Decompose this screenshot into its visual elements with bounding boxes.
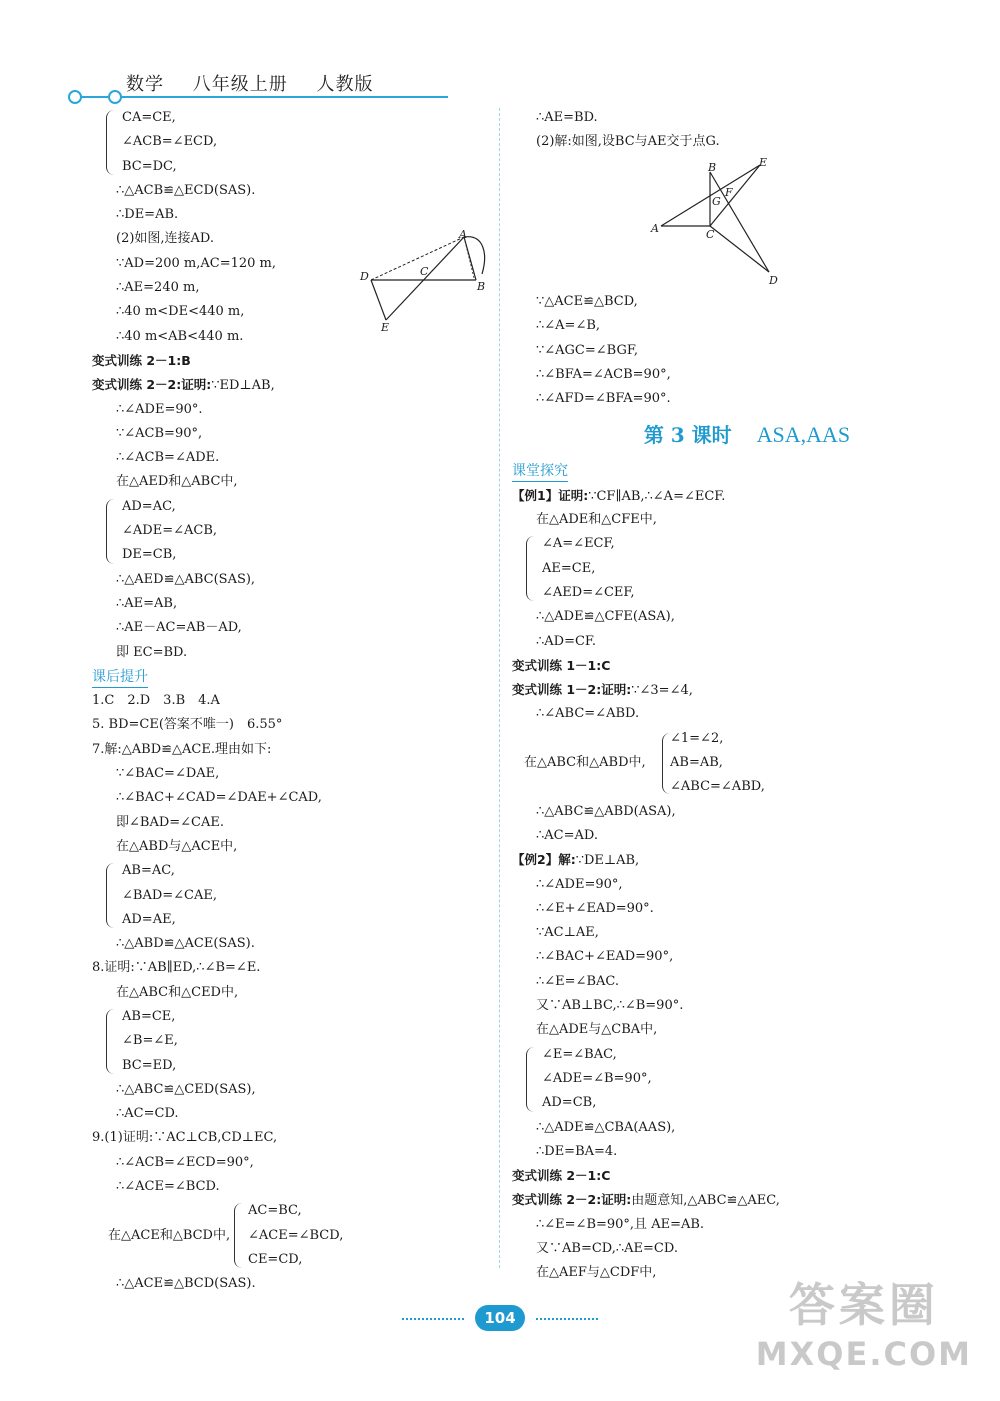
fig1-segment-de xyxy=(371,280,386,320)
right-column-main xyxy=(512,290,982,1286)
brace-mark xyxy=(106,1009,115,1074)
page-number: 104 xyxy=(475,1305,524,1331)
line-text: 在△ABC和△CED中, xyxy=(116,984,239,1000)
proof-line xyxy=(92,738,492,762)
proof-line xyxy=(512,508,982,532)
line-text: ∴40 m<DE<440 m, xyxy=(116,304,245,320)
proof-line xyxy=(512,848,982,872)
fig1-label-c: C xyxy=(420,265,429,278)
line-text: ∴AD=CF. xyxy=(536,633,597,649)
section-heading: 课后提升 xyxy=(92,667,148,688)
line-text: ∴DE=AB. xyxy=(116,207,179,223)
figure-triangles xyxy=(645,154,785,286)
proof-line xyxy=(92,616,492,640)
proof-line xyxy=(512,1237,982,1261)
header-dot-right xyxy=(108,90,122,104)
fig1-label-d: D xyxy=(360,270,369,283)
line-text: ∴△ADE≌△CBA(AAS), xyxy=(536,1119,676,1135)
line-text: ∵∠BAC=∠DAE, xyxy=(116,766,220,782)
brace-group xyxy=(92,1199,492,1272)
proof-line xyxy=(512,654,982,678)
line-text: ∴∠ACB=∠ECD=90°, xyxy=(116,1154,254,1170)
exercise-label: 变式训练 1－2:证明: xyxy=(512,682,632,698)
proof-line xyxy=(92,981,492,1005)
fig1-segment-da xyxy=(371,237,464,280)
proof-line xyxy=(512,678,982,702)
brace-group xyxy=(512,1043,982,1116)
brace-group xyxy=(512,532,982,605)
line-text: ∴AC=AD. xyxy=(536,827,598,843)
proof-line xyxy=(512,314,982,338)
line-text: 由题意知,△ABC≌△AEC, xyxy=(631,1193,780,1209)
line-text: 在△ADE和△CFE中, xyxy=(536,512,657,528)
line-text: ∴∠E=∠BAC. xyxy=(536,973,619,989)
proof-line xyxy=(92,762,492,786)
line-text: ∴40 m<AB<440 m. xyxy=(116,328,244,344)
proof-line xyxy=(512,1188,982,1212)
proof-line xyxy=(92,1078,492,1102)
exercise-label: 变式训练 1－1: xyxy=(512,657,602,673)
fig1-label-b: B xyxy=(477,280,486,293)
line-text: ∴∠BAC+∠CAD=∠DAE+∠CAD, xyxy=(116,790,322,806)
fig2-label-e: E xyxy=(759,156,768,169)
proof-line xyxy=(92,470,492,494)
line-text: B xyxy=(181,352,191,368)
fig2-label-g: G xyxy=(712,195,721,208)
exercise-label: 【例2】解: xyxy=(512,852,576,868)
line-text: 5. BD=CE(答案不唯一) 6.55° xyxy=(92,717,283,733)
brace-mark xyxy=(106,110,115,175)
proof-line: BC=DC, xyxy=(122,158,177,174)
proof-line xyxy=(512,873,982,897)
proof-line: ∠E=∠BAC, xyxy=(542,1046,617,1062)
line-text: ∴∠AFD=∠BFA=90°. xyxy=(536,391,671,407)
proof-line xyxy=(92,1272,492,1296)
proof-line xyxy=(92,835,492,859)
line-text: ∴∠ADE=90°, xyxy=(536,876,623,892)
proof-line xyxy=(92,956,492,980)
proof-line xyxy=(92,203,492,227)
proof-line: ∠ADE=∠B=90°, xyxy=(542,1070,652,1086)
proof-line xyxy=(512,897,982,921)
fig1-segment-ea xyxy=(386,237,464,320)
proof-line xyxy=(512,994,982,1018)
line-text: C xyxy=(601,657,611,673)
proof-line xyxy=(512,1164,982,1188)
brace-item: AB=AB, xyxy=(670,755,723,771)
line-text: ∴△ADE≌△CFE(ASA), xyxy=(536,609,675,625)
proof-line xyxy=(512,945,982,969)
proof-line xyxy=(512,130,972,154)
line-text: ∴∠E=∠B=90°,且 AE=AB. xyxy=(536,1216,705,1232)
header-grade: 八年级上册 xyxy=(192,74,288,95)
brace-mark xyxy=(106,863,115,928)
proof-line xyxy=(512,106,972,130)
exercise-label: 变式训练 2－1: xyxy=(92,352,182,368)
proof-line: AB=CE, xyxy=(122,1008,176,1024)
brace-mark xyxy=(106,499,115,564)
brace-item: ∠ACE=∠BCD, xyxy=(248,1227,344,1243)
watermark-line2: MXQE.COM xyxy=(755,1335,972,1373)
line-text: ∵CF∥AB,∴∠A=∠ECF. xyxy=(588,488,726,504)
section-row xyxy=(512,459,982,483)
header-dot-left xyxy=(68,90,82,104)
exercise-label: 【例1】证明: xyxy=(512,487,589,503)
lesson-topic: ASA,AAS xyxy=(756,422,851,448)
brace-mark xyxy=(526,1047,535,1112)
line-text: ∴DE=BA=4. xyxy=(536,1143,618,1159)
brace-group xyxy=(92,106,492,179)
proof-line xyxy=(512,387,982,411)
proof-line xyxy=(92,1151,492,1175)
line-text: ∴△ABC≌△ABD(ASA), xyxy=(536,803,676,819)
footer-dots-right xyxy=(536,1318,598,1320)
proof-line: AB=AC, xyxy=(122,863,175,879)
proof-line xyxy=(512,921,982,945)
line-text: ∴∠BAC+∠EAD=90°, xyxy=(536,949,674,965)
proof-line: DE=CB, xyxy=(122,547,177,563)
proof-line xyxy=(512,484,982,508)
line-text: ∴∠ACE=∠BCD. xyxy=(116,1179,220,1195)
proof-line xyxy=(92,349,492,373)
line-text: ∴∠E+∠EAD=90°. xyxy=(536,900,654,916)
line-text: ∵AC⊥AE, xyxy=(536,925,599,941)
line-text: ∵ED⊥AB, xyxy=(211,378,275,394)
line-text: ∴△AED≌△ABC(SAS), xyxy=(116,571,256,587)
right-column-top xyxy=(512,106,972,155)
brace-item: ∠1=∠2, xyxy=(670,730,724,746)
fig2-segment-bd xyxy=(710,172,769,272)
line-text: ∵AD=200 m,AC=120 m, xyxy=(116,255,277,271)
proof-line xyxy=(92,373,492,397)
proof-line xyxy=(512,824,982,848)
line-text: ∵∠3=∠4, xyxy=(631,683,693,699)
line-text: ∴△ABD≌△ACE(SAS). xyxy=(116,936,255,952)
figure-quadrilateral xyxy=(356,228,496,336)
header-rule xyxy=(70,96,448,98)
proof-line xyxy=(512,605,982,629)
brace-lead: 在△ABC和△ABD中, xyxy=(524,755,646,771)
line-text: 即 EC=BD. xyxy=(116,644,188,660)
lesson-title xyxy=(512,411,982,459)
proof-line xyxy=(92,446,492,470)
line-text: C xyxy=(601,1168,611,1184)
page-header xyxy=(126,70,395,96)
proof-line: AD=CB, xyxy=(542,1095,597,1111)
proof-line xyxy=(512,1116,982,1140)
proof-line xyxy=(92,811,492,835)
line-text: ∴∠ABC=∠ABD. xyxy=(536,706,640,722)
header-subject: 数学 xyxy=(126,74,164,95)
line-text: 7.解:△ABD≌△ACE.理由如下: xyxy=(92,741,272,757)
line-text: ∵∠ACB=90°, xyxy=(116,425,203,441)
exercise-label: 变式训练 2－2:证明: xyxy=(92,377,212,393)
proof-line xyxy=(512,800,982,824)
section-row xyxy=(92,665,492,689)
brace-mark xyxy=(234,1203,243,1268)
proof-line xyxy=(92,932,492,956)
brace-item: ∠ABC=∠ABD, xyxy=(670,779,765,795)
proof-line xyxy=(92,568,492,592)
line-text: 即∠BAD=∠CAE. xyxy=(116,814,224,830)
line-text: ∴AE=BD. xyxy=(536,110,598,125)
proof-line xyxy=(92,1102,492,1126)
proof-line: 在△ACE和△BCD中, xyxy=(108,1227,231,1243)
proof-line xyxy=(92,786,492,810)
proof-line xyxy=(92,713,492,737)
fig1-label-a: A xyxy=(459,228,467,241)
proof-line: ∠ADE=∠ACB, xyxy=(122,523,217,539)
proof-line: ∠B=∠E, xyxy=(122,1033,178,1049)
section-heading: 课堂探究 xyxy=(512,461,568,482)
fig2-label-a: A xyxy=(651,222,659,235)
footer-dots-left xyxy=(402,1318,464,1320)
proof-line xyxy=(512,363,982,387)
line-text: ∴AE=240 m, xyxy=(116,280,200,296)
exercise-label: 变式训练 2－1: xyxy=(512,1168,602,1184)
line-text: 8.证明:∵AB∥ED,∴∠B=∠E. xyxy=(92,960,261,976)
proof-line xyxy=(92,641,492,665)
fig2-segment-cd xyxy=(710,226,769,272)
fig2-label-b: B xyxy=(708,161,717,174)
fig2-label-d: D xyxy=(769,274,778,286)
fig2-label-c: C xyxy=(706,228,715,241)
proof-line xyxy=(92,592,492,616)
proof-line: CE=CD, xyxy=(248,1251,303,1267)
line-text: ∵△ACE≌△BCD, xyxy=(536,294,638,309)
brace-group xyxy=(92,495,492,568)
proof-line: ∠AED=∠CEF, xyxy=(542,584,635,600)
line-text: ∴∠BFA=∠ACB=90°, xyxy=(536,366,671,382)
brace-group-abc-abd xyxy=(512,727,982,800)
line-text: 在△ADE与△CBA中, xyxy=(536,1022,658,1038)
line-text: (2)如图,连接AD. xyxy=(116,231,215,247)
line-text: ∴∠A=∠B, xyxy=(536,318,601,334)
fig1-segment-ab xyxy=(464,237,476,280)
exercise-label: 变式训练 2－2:证明: xyxy=(512,1192,632,1208)
line-text: 9.(1)证明:∵AC⊥CB,CD⊥EC, xyxy=(92,1130,278,1146)
column-divider xyxy=(499,108,500,1268)
proof-line xyxy=(512,290,982,314)
proof-line xyxy=(92,179,492,203)
proof-line xyxy=(512,339,982,363)
proof-line xyxy=(512,970,982,994)
watermark-line1: 答案圈 xyxy=(788,1278,939,1332)
header-edition: 人教版 xyxy=(316,74,374,95)
proof-line xyxy=(512,1213,982,1237)
proof-line: AE=CE, xyxy=(542,560,596,576)
proof-line: ∠ACB=∠ECD, xyxy=(122,134,218,150)
proof-line: BC=ED, xyxy=(122,1057,177,1073)
line-text: ∴△ACE≌△BCD(SAS). xyxy=(116,1276,256,1292)
proof-line: ∠A=∠ECF, xyxy=(542,536,615,552)
line-text: ∴∠ADE=90°. xyxy=(116,401,203,417)
fig2-label-f: F xyxy=(725,186,733,199)
proof-line xyxy=(512,1140,982,1164)
line-text: 在△AEF与△CDF中, xyxy=(536,1265,657,1281)
proof-line xyxy=(512,1018,982,1042)
brace-group xyxy=(92,859,492,932)
line-text: 在△ABD与△ACE中, xyxy=(116,838,238,854)
proof-line: AD=AC, xyxy=(122,498,176,514)
line-text: ∴△ACB≌△ECD(SAS). xyxy=(116,182,256,198)
proof-line: CA=CE, xyxy=(122,110,176,125)
proof-line xyxy=(92,398,492,422)
line-text: ∵∠AGC=∠BGF, xyxy=(536,342,638,358)
line-text: ∴AE－AC=AB－AD, xyxy=(116,620,242,636)
line-text: 1.C 2.D 3.B 4.A xyxy=(92,693,220,709)
brace-mark xyxy=(526,536,535,601)
proof-line xyxy=(512,702,982,726)
watermark xyxy=(756,1269,972,1373)
proof-line: ∠BAD=∠CAE, xyxy=(122,887,217,903)
line-text: ∴AC=CD. xyxy=(116,1106,179,1122)
proof-line xyxy=(512,630,982,654)
fig1-label-e: E xyxy=(381,321,390,334)
line-text: 又∵AB=CD,∴AE=CD. xyxy=(536,1240,678,1256)
proof-line: AD=AE, xyxy=(122,911,176,927)
line-text: ∴∠ACB=∠ADE. xyxy=(116,450,220,466)
line-text: ∵DE⊥AB, xyxy=(575,853,640,869)
line-text: 又∵AB⊥BC,∴∠B=90°. xyxy=(536,998,684,1014)
proof-line: AC=BC, xyxy=(248,1203,302,1219)
brace-group xyxy=(92,1005,492,1078)
proof-line xyxy=(92,1175,492,1199)
line-text: ∴△ABC≌△CED(SAS), xyxy=(116,1081,256,1097)
proof-line xyxy=(92,1126,492,1150)
lesson-number: 第 3 课时 xyxy=(643,423,732,448)
fig1-pond-curve xyxy=(464,237,485,274)
line-text: (2)解:如图,设BC与AE交于点G. xyxy=(536,134,720,150)
line-text: ∴AE=AB, xyxy=(116,595,178,611)
line-text: 在△AED和△ABC中, xyxy=(116,474,238,490)
proof-line xyxy=(92,689,492,713)
proof-line xyxy=(92,422,492,446)
